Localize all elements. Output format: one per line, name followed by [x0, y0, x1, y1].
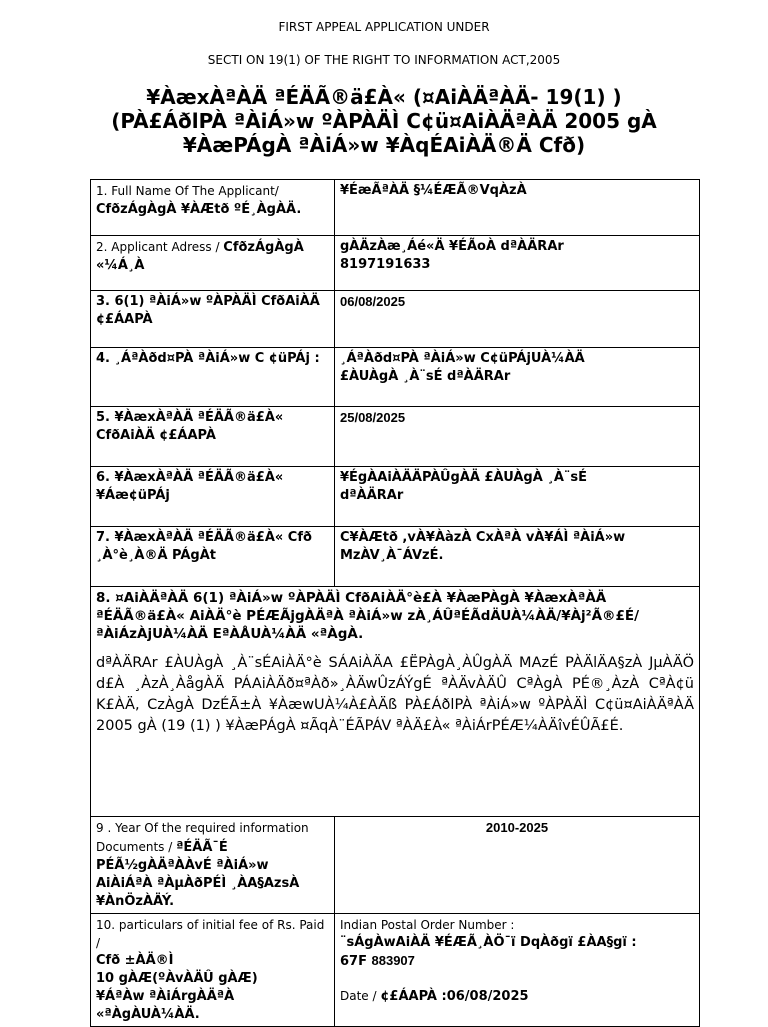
- document-title: [60, 85, 708, 157]
- ipo-date: [340, 987, 694, 1006]
- table-row: [91, 467, 700, 527]
- ipo-prefix: 67F: [340, 954, 367, 969]
- address-line: gÀÄzÀæ¸Áé«Ä ¥ÉÃoÀ dªÀÄRAr: [340, 239, 564, 254]
- field-value: C¥ÀÆtð ,vÀ¥ÀàzÀ CxÀªÀ vÀ¥ÁÌ ªÀiÁ»w MzÀV¸À¯ÁVzÉ.: [335, 527, 700, 587]
- field-value: 06/08/2025: [335, 291, 700, 348]
- label-english: 9 . Year Of the required information Documents /: [96, 821, 309, 854]
- authority-place: dªÀÄRAr: [340, 488, 404, 503]
- field-label: 6. ¥ÀæxÀªÀÄ ªÉÄÃ®ä£À« ¥Áæ¢üPÁj: [91, 467, 335, 527]
- header-line-2: SECTI ON 19(1) OF THE RIGHT TO INFORMATION ACT,2005: [207, 53, 561, 67]
- field-value: [335, 467, 700, 527]
- phone-number: 8197191633: [340, 257, 431, 272]
- table-row: [91, 407, 700, 467]
- label-english: 1. Full Name Of The Applicant/: [96, 184, 279, 198]
- label-english: 2. Applicant Adress /: [96, 240, 224, 254]
- field-value: [335, 236, 700, 291]
- officer-line: ¸ÁªÀðd¤PÀ ªÀiÁ»w C¢üPÁjUÀ¼ÀÄ: [340, 351, 585, 366]
- table-row: [91, 527, 700, 587]
- field-label: 3. 6(1) ªÀiÁ»w ºÀPÀÄÌ CfðAiÀÄ ¢£ÁAPÀ: [91, 291, 335, 348]
- ipo-digits: 883907: [371, 953, 415, 968]
- table-row: [91, 236, 700, 291]
- info-requested-body: dªÀÄRAr £ÀUÀgÀ ¸À¨sÉAiÀÄ°è SÁAiÀÄA £ËPÀgÀ¸ÀÛgÀÄ MAzÉ PÀÄlÄA§zÀ JµÀÄÖ d£À ¸ÀzÀ¸ÀågÀÄ PÁAiÀÄð¤ªÀð»¸ÀÄwÛzÁÝgÉ ªÀÄvÀÄÛ CªÀgÀ PÉ®¸ÀzÀ CªÀ¢ü K£ÀÄ, CzÀgÀ DzÉÃ±À ¥ÀæwUÀ¼À£ÀÄß PÀ£ÁðlPÀ ªÀiÁ»w ºÀPÀÄÌ C¢ü¤AiÀÄªÀÄ 2005 gÀ (19 (1) ) ¥ÀæPÁgÀ ¤ÃqÀ¨ÉÃPÁV ªÀÄ£À« ªÀiÁrPÉÆ¼ÀÄîvÉÛÃ£É.: [96, 655, 694, 734]
- table-row: [91, 348, 700, 407]
- label-kannada: CfðzÁgÀgÀ ¥ÀÆtð ºÉ¸ÀgÀÄ.: [96, 202, 302, 217]
- field-label: [91, 236, 335, 291]
- field-value: 25/08/2025: [335, 407, 700, 467]
- title-line-2: (PÀ£ÁðlPÀ ªÀiÁ»w ºÀPÀÄÌ C¢ü¤AiÀÄªÀÄ 2005 gÀ: [111, 109, 657, 133]
- title-line-1: ¥ÀæxÀªÀÄ ªÉÄÃ®ä£À« (¤AiÀÄªÀÄ- 19(1) ): [146, 85, 622, 109]
- field-value: [335, 348, 700, 407]
- field-label: [91, 180, 335, 236]
- date-label: Date /: [340, 989, 381, 1003]
- field-value: 2010-2025: [335, 817, 700, 914]
- fee-details-label: ¥ÁªÀw ªÀiÁrgÀÄªÀ «ªÀgÀUÀ¼ÀÄ.: [96, 989, 235, 1022]
- ipo-number: [340, 952, 694, 971]
- ipo-caption: Indian Postal Order Number :: [340, 918, 515, 932]
- title-line-3: ¥ÀæPÁgÀ ªÀiÁ»w ¥ÀqÉAiÀÄ®Ä Cfð): [182, 133, 586, 157]
- table-row: [91, 291, 700, 348]
- appeal-form-table: [90, 179, 700, 1027]
- label-english: 10. particulars of initial fee of Rs. Paid /: [96, 918, 325, 950]
- fee-label: Cfð ±ÀÄ®Ì: [96, 953, 174, 968]
- label-kannada: ªÉÄÃ¯É PÉÃ½gÀÄªÀÀvÉ ªÀiÁ»w AiÀiÁªÀ ªÀµÀðPÉÌ ¸ÀA§AzsÀ ¥ÀnÖzÀÄÝ.: [96, 840, 300, 909]
- field-label: 7. ¥ÀæxÀªÀÄ ªÉÄÃ®ä£À« Cfð ¸À°è¸À®Ä PÁgÀt: [91, 527, 335, 587]
- field-label: 4. ¸ÁªÀðd¤PÀ ªÀiÁ»w C ¢üPÁj :: [91, 348, 335, 407]
- authority-line: ¥ÉgÀAiÀÄÄPÀÛgÀÄ £ÀUÀgÀ ¸À¨sÉ: [340, 470, 587, 485]
- header-line-1: FIRST APPEAL APPLICATION UNDER: [278, 20, 490, 34]
- field-label: [91, 817, 335, 914]
- table-row: [91, 180, 700, 236]
- office-line: £ÀUÀgÀ ¸À¨sÉ dªÀÄRAr: [340, 369, 511, 384]
- field-label: [91, 914, 335, 1027]
- table-row: [91, 914, 700, 1027]
- table-row: [91, 817, 700, 914]
- info-requested-cell: [91, 587, 700, 817]
- label-kannada: CfðzÁgÀgÀ «¼Á¸À: [96, 240, 304, 273]
- table-row: [91, 587, 700, 817]
- date-value: ¢£ÁAPÀ :06/08/2025: [380, 989, 529, 1004]
- info-requested-heading: 8. ¤AiÀÄªÀÄ 6(1) ªÀiÁ»w ºÀPÀÄÌ CfðAiÀÄ°è£À ¥ÀæPÀgÀ ¥ÀæxÀªÀÄ ªÉÄÃ®ä£À« AiÀÄ°è PÉÆÃjgÀÄªÀ ªÀiÁ»w zÀ¸ÁÛªÉÃdÄUÀ¼ÀÄ/¥Àj²Ã®£É/ªÀiÁzÀjUÀ¼ÀÄ EªÀÅUÀ¼ÀÄ «ªÀgÀ.: [96, 590, 640, 642]
- ipo-label-kannada: ¨sÁgÀwAiÀÄ ¥ÉÆÃ¸ÀÖ¯ï DqÀðgï £ÀA§gï :: [340, 935, 637, 950]
- field-label: 5. ¥ÀæxÀªÀÄ ªÉÄÃ®ä£À« CfðAiÀÄ ¢£ÁAPÀ: [91, 407, 335, 467]
- field-value: [335, 914, 700, 1027]
- fee-amount: 10 gÀÆ(ºÀvÀÄÛ gÀÆ): [96, 971, 258, 986]
- field-value: ¥ÉæÃªÀÄ §¼ÉÆÃ®VqÀzÀ: [335, 180, 700, 236]
